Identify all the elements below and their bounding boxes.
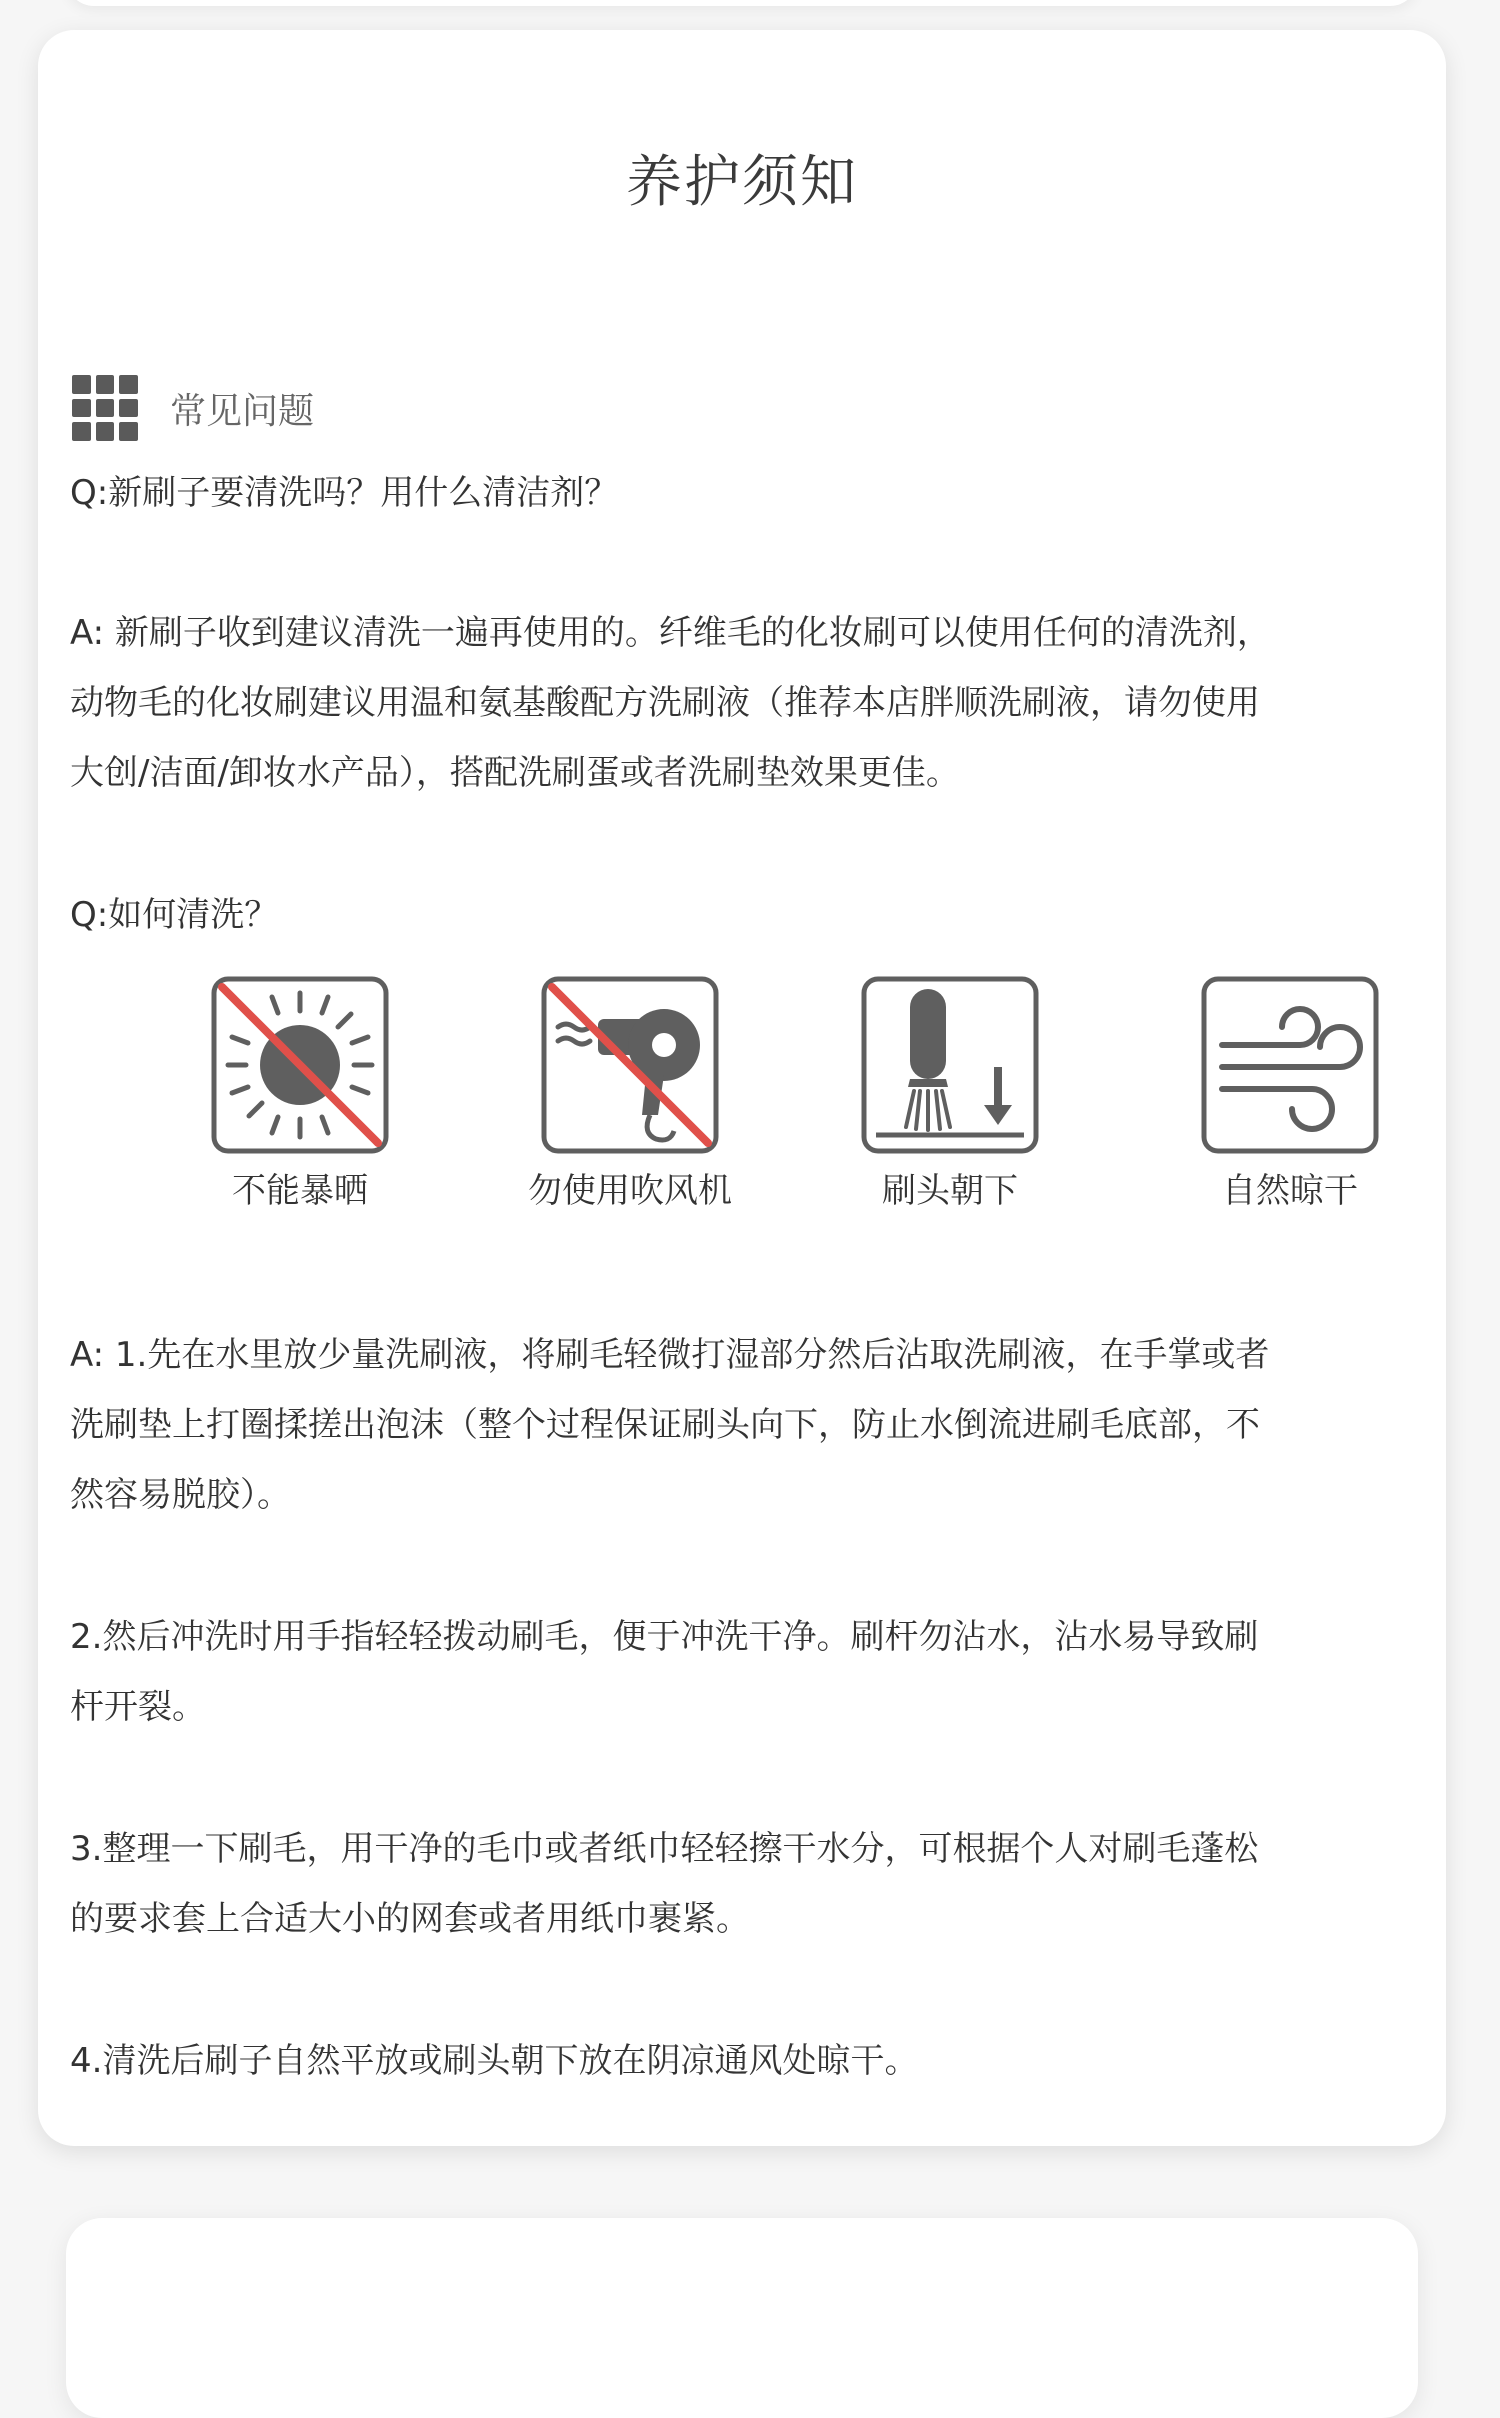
care-item-air-dry [1170,975,1410,1212]
answer-2-line: A: 1.先在水里放少量洗刷液，将刷毛轻微打湿部分然后沾取洗刷液，在手掌或者 [70,1335,1270,1375]
care-item-brush-head-down [830,975,1070,1212]
care-icons-row [38,975,1446,1255]
question-2: Q:如何清洗？ [70,895,279,935]
faq-section-header [72,372,314,444]
care-label: 不能暴晒 [232,1171,368,1211]
answer-2-line: 的要求套上合适大小的网套或者用纸巾裹紧。 [70,1899,750,1939]
answer-2-step-2 [70,1602,1440,1742]
care-label: 刷头朝下 [882,1171,1018,1211]
care-label: 勿使用吹风机 [528,1171,732,1211]
answer-1-line: 动物毛的化妆刷建议用温和氨基酸配方洗刷液（推荐本店胖顺洗刷液，请勿使用 [70,683,1260,723]
grid-menu-icon [72,375,138,441]
answer-2-step-3 [70,1814,1440,1954]
answer-2-step-1 [70,1320,1440,1530]
no-hair-dryer-icon [540,975,720,1155]
answer-2-line: 洗刷垫上打圈揉搓出泡沫（整个过程保证刷头向下，防止水倒流进刷毛底部，不 [70,1405,1260,1445]
no-sun-icon [210,975,390,1155]
answer-1-line: A: 新刷子收到建议清洗一遍再使用的。纤维毛的化妆刷可以使用任何的清洗剂， [70,613,1271,653]
answer-2-line: 3.整理一下刷毛，用干净的毛巾或者纸巾轻轻擦干水分，可根据个人对刷毛蓬松 [70,1829,1259,1869]
answer-2-step-4: 4.清洗后刷子自然平放或刷头朝下放在阴凉通风处晾干。 [70,2041,919,2081]
answer-1 [70,598,1440,808]
answer-2-line: 然容易脱胶）。 [70,1475,291,1515]
care-label: 自然晾干 [1222,1171,1358,1211]
brush-head-down-icon [860,975,1040,1155]
next-card-partial [66,2218,1418,2418]
answer-1-line: 大创/洁面/卸妆水产品），搭配洗刷蛋或者洗刷垫效果更佳。 [70,753,960,793]
care-item-no-sun [180,975,420,1212]
answer-2-line: 杆开裂。 [70,1687,206,1727]
care-instructions-card [38,30,1446,2146]
question-1: Q:新刷子要清洗吗？用什么清洁剂？ [70,473,619,513]
card-title: 养护须知 [626,150,858,215]
answer-2-line: 2.然后冲洗时用手指轻轻拨动刷毛，便于冲洗干净。刷杆勿沾水，沾水易导致刷 [70,1617,1259,1657]
previous-card-edge [66,0,1418,6]
care-item-no-hair-dryer [510,975,750,1212]
section-title: 常见问题 [170,390,315,432]
air-dry-icon [1200,975,1380,1155]
